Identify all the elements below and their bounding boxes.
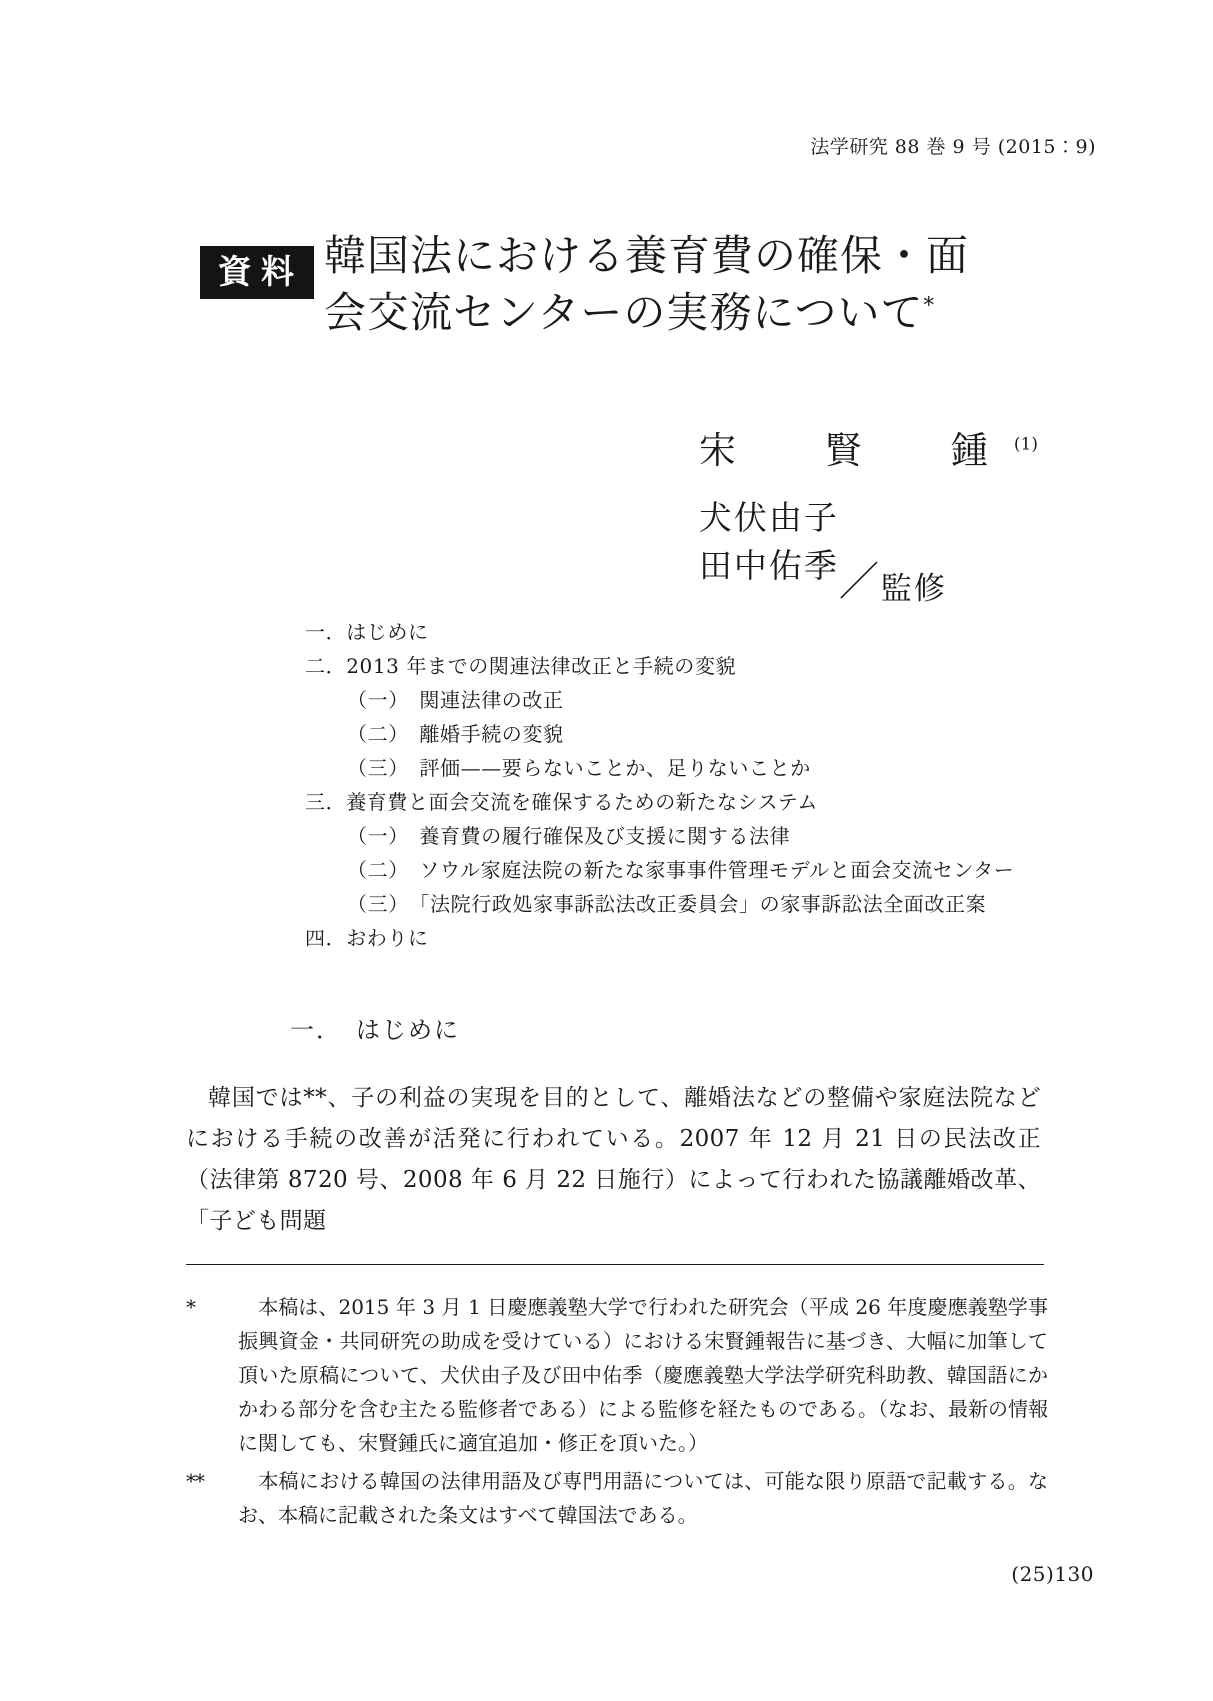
footnote-divider	[186, 1264, 1044, 1265]
supervisor-name-1: 犬伏由子	[698, 498, 839, 537]
title-line-1: 韓国法における養育費の確保・面	[324, 231, 970, 280]
toc-item: 二．2013 年までの関連法律改正と手続の変貌	[305, 654, 737, 678]
body-paragraph-text: 韓国では**、子の利益の実現を目的として、離婚法などの整備や家庭法院などにおける手続の改善が活発に行われている。2007 年 12 月 21 日の民法改正（法律第 8720 号、2008 年 6 月 22 日施行）によって行われた協議離婚改革、「子ども問題	[186, 1085, 1041, 1234]
author-note-marker: (1)	[1013, 434, 1038, 455]
footnote-marker: **	[186, 1469, 204, 1493]
supervisor-names	[699, 494, 839, 590]
slash-separator: ／	[838, 558, 879, 605]
page-title	[324, 228, 1014, 341]
toc-item: （二） 離婚手続の変貌	[347, 722, 564, 746]
supervisor-name-2: 田中佑季	[698, 545, 839, 585]
toc-item: 三．養育費と面会交流を確保するための新たなシステム	[305, 790, 818, 814]
article-kind-badge: 資料	[200, 246, 314, 299]
footnote-entry	[186, 1464, 1048, 1532]
author-primary-name: 宋 賢 鍾	[698, 429, 1014, 472]
title-footnote-marker: *	[923, 292, 935, 317]
title-block	[200, 228, 1090, 341]
footnote-entry	[186, 1290, 1048, 1460]
running-head: 法学研究 88 巻 9 号 (2015：9)	[810, 136, 1096, 158]
supervisor-block	[698, 494, 1038, 607]
table-of-contents	[305, 622, 1014, 962]
toc-item: （三） 評価——要らないことか、足りないことか	[347, 756, 811, 780]
supervisor-role-label: 監修	[880, 570, 947, 607]
toc-item: 四．おわりに	[305, 926, 429, 950]
page-number: (25)130	[1011, 1562, 1094, 1586]
footnote-marker: *	[186, 1295, 195, 1319]
footnote-text: 本稿は、2015 年 3 月 1 日慶應義塾大学で行われた研究会（平成 26 年度慶應義塾学事振興資金・共同研究の助成を受けている）における宋賢鍾報告に基づき、大幅に加筆して頂いた原稿について、犬伏由子及び田中佑季（慶應義塾大学法学研究科助教、韓国語にかかわる部分を含む主たる監修者である）による監修を経たものである。（なお、最新の情報に関しても、宋賢鍾氏に適宜追加・修正を頂いた。）	[238, 1295, 1048, 1455]
body-paragraph	[186, 1078, 1041, 1242]
toc-item: （一） 関連法律の改正	[347, 688, 564, 712]
toc-item: （一） 養育費の履行確保及び支援に関する法律	[347, 824, 791, 848]
footnote-area	[186, 1290, 1048, 1536]
toc-item: （三） 「法院行政処家事訴訟法改正委員会」の家事訴訟法全面改正案	[347, 892, 987, 916]
author-block	[698, 420, 1038, 607]
footnote-text: 本稿における韓国の法律用語及び専門用語については、可能な限り原語で記載する。なお、本稿に記載された条文はすべて韓国法である。	[238, 1469, 1048, 1527]
toc-item: 一．はじめに	[305, 620, 429, 644]
title-line-2: 会交流センターの実務について	[324, 287, 924, 337]
toc-item: （二） ソウル家庭法院の新たな家事事件管理モデルと面会交流センター	[347, 858, 1015, 882]
section-heading: 一． はじめに	[290, 1016, 460, 1044]
author-primary	[699, 420, 1038, 474]
